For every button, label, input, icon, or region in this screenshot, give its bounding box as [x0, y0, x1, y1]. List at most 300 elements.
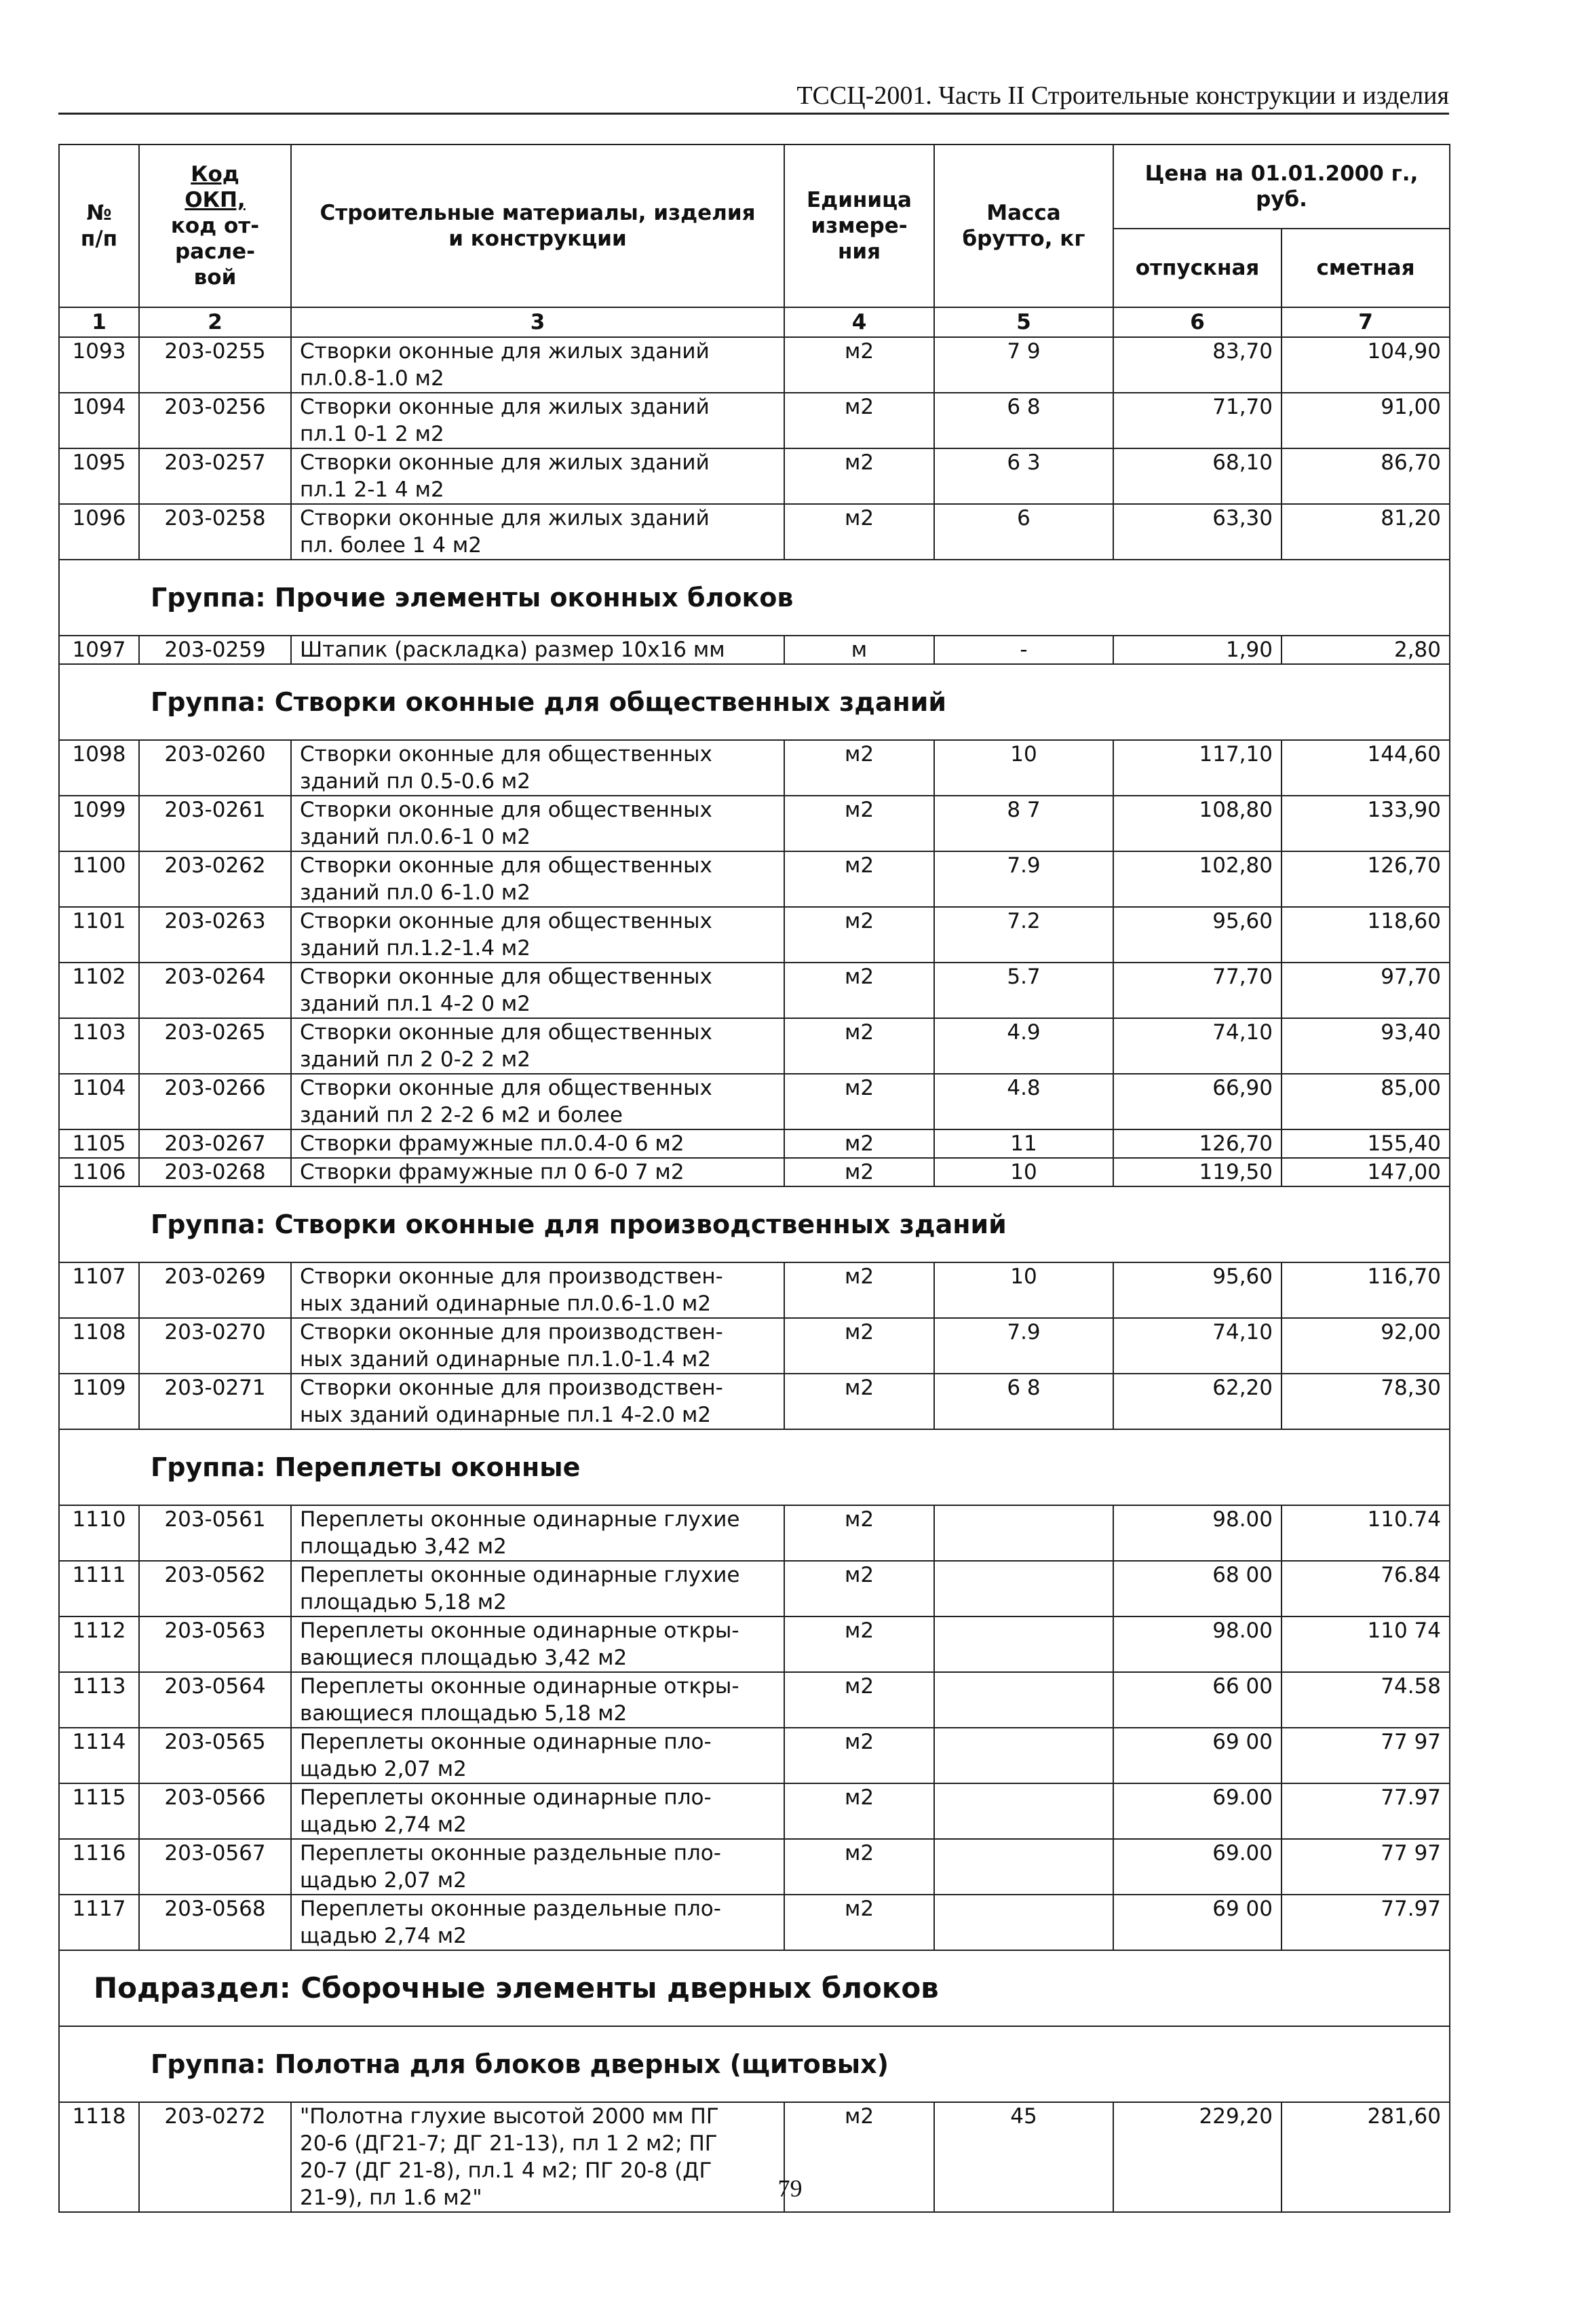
row-code: 203-0263 [139, 907, 291, 963]
row-code: 203-0561 [139, 1505, 291, 1561]
row-name-line: Переплеты оконные одинарные откры- [300, 1619, 739, 1643]
group-heading-row [59, 1186, 1450, 1262]
row-code: 203-0565 [139, 1728, 291, 1783]
row-price-release: 77,70 [1113, 963, 1282, 1018]
col-head-code [139, 144, 291, 307]
col-head-num-line: п/п [80, 227, 118, 251]
group-heading-row [59, 560, 1450, 636]
row-mass [934, 1839, 1113, 1895]
row-price-release: 1,90 [1113, 636, 1282, 664]
row-code: 203-0564 [139, 1672, 291, 1728]
table-row [59, 1018, 1450, 1074]
table-row [59, 1895, 1450, 1950]
row-unit: м2 [784, 337, 934, 393]
col-head-code-line: код от- [170, 214, 260, 238]
row-name [291, 1839, 784, 1895]
col-head-mass [934, 144, 1113, 307]
row-name-line: Створки оконные для общественных [300, 909, 712, 933]
row-name [291, 1561, 784, 1616]
col-head-mass-line: брутто, кг [962, 227, 1085, 251]
row-code: 203-0264 [139, 963, 291, 1018]
row-number: 1117 [59, 1895, 139, 1950]
price-table [58, 144, 1450, 2213]
table-row [59, 1262, 1450, 1318]
col-head-unit [784, 144, 934, 307]
row-mass: - [934, 636, 1113, 664]
row-name-line: ных зданий одинарные пл.1 4-2.0 м2 [300, 1403, 712, 1427]
row-code: 203-0257 [139, 448, 291, 504]
col-head-unit-line: ния [837, 239, 881, 264]
table-row [59, 1074, 1450, 1129]
row-mass: 4.9 [934, 1018, 1113, 1074]
row-code: 203-0262 [139, 851, 291, 907]
running-title: ТССЦ-2001. Часть II Строительные конструкции и изделия [796, 81, 1449, 110]
col-head-unit-line: измере- [811, 214, 908, 238]
row-unit: м2 [784, 796, 934, 851]
col-head-name-line: Строительные материалы, изделия [320, 201, 756, 225]
row-price-release: 68 00 [1113, 1561, 1282, 1616]
row-unit: м2 [784, 1018, 934, 1074]
row-price-estimate: 104,90 [1282, 337, 1450, 393]
group-heading: Группа: Полотна для блоков дверных (щитовых) [59, 2026, 1450, 2102]
row-name-line: Створки оконные для жилых зданий [300, 450, 710, 475]
row-number: 1099 [59, 796, 139, 851]
table-header [59, 144, 1450, 337]
row-price-estimate: 97,70 [1282, 963, 1450, 1018]
row-code: 203-0259 [139, 636, 291, 664]
row-name [291, 1074, 784, 1129]
row-price-release: 108,80 [1113, 796, 1282, 851]
table-row [59, 851, 1450, 907]
row-number: 1103 [59, 1018, 139, 1074]
row-price-release: 62,20 [1113, 1374, 1282, 1429]
row-number: 1101 [59, 907, 139, 963]
row-price-release: 98.00 [1113, 1505, 1282, 1561]
row-unit: м2 [784, 1505, 934, 1561]
table-row [59, 393, 1450, 448]
table-row [59, 1158, 1450, 1186]
row-name [291, 636, 784, 664]
row-price-release: 98.00 [1113, 1616, 1282, 1672]
table-row [59, 1839, 1450, 1895]
row-price-estimate: 77 97 [1282, 1839, 1450, 1895]
row-price-release: 74,10 [1113, 1318, 1282, 1374]
row-number: 1113 [59, 1672, 139, 1728]
row-name-line: Переплеты оконные одинарные глухие [300, 1563, 740, 1587]
row-name-line: ных зданий одинарные пл.1.0-1.4 м2 [300, 1347, 712, 1372]
row-number: 1118 [59, 2102, 139, 2212]
row-unit: м2 [784, 1262, 934, 1318]
row-price-estimate: 81,20 [1282, 504, 1450, 560]
row-mass: 11 [934, 1129, 1113, 1158]
row-number: 1111 [59, 1561, 139, 1616]
table-row [59, 504, 1450, 560]
row-unit: м2 [784, 504, 934, 560]
col-head-price [1113, 144, 1450, 229]
row-name-line: ных зданий одинарные пл.0.6-1.0 м2 [300, 1292, 712, 1316]
row-name [291, 963, 784, 1018]
row-name-line: Переплеты оконные одинарные откры- [300, 1674, 739, 1699]
table-row [59, 636, 1450, 664]
row-name-line: Переплеты оконные одинарные пло- [300, 1730, 712, 1754]
row-name [291, 1158, 784, 1186]
row-number: 1102 [59, 963, 139, 1018]
column-number: 3 [291, 307, 784, 337]
row-mass: 10 [934, 1262, 1113, 1318]
row-name [291, 1728, 784, 1783]
row-mass [934, 1728, 1113, 1783]
row-price-estimate: 85,00 [1282, 1074, 1450, 1129]
row-name-line: зданий пл.1.2-1.4 м2 [300, 936, 531, 961]
row-number: 1116 [59, 1839, 139, 1895]
row-unit: м2 [784, 1616, 934, 1672]
row-name-line: зданий пл 2 0-2 2 м2 [300, 1047, 531, 1072]
row-name-line: пл.0.8-1.0 м2 [300, 366, 444, 391]
row-price-estimate: 76.84 [1282, 1561, 1450, 1616]
column-number: 7 [1282, 307, 1450, 337]
table-row [59, 796, 1450, 851]
row-unit: м2 [784, 1158, 934, 1186]
row-code: 203-0258 [139, 504, 291, 560]
row-name-line: Створки оконные для общественных [300, 742, 712, 767]
row-price-release: 71,70 [1113, 393, 1282, 448]
row-name-line: Переплеты оконные одинарные глухие [300, 1507, 740, 1532]
table-row [59, 337, 1450, 393]
row-unit: м2 [784, 1672, 934, 1728]
col-head-price-release: отпускная [1113, 229, 1282, 307]
row-name [291, 337, 784, 393]
row-name-line: Створки оконные для производствен- [300, 1264, 723, 1289]
group-heading: Группа: Створки оконные для производственных зданий [59, 1186, 1450, 1262]
row-unit: м2 [784, 1561, 934, 1616]
table-row [59, 1672, 1450, 1728]
row-mass [934, 1783, 1113, 1839]
row-unit: м2 [784, 740, 934, 796]
row-code: 203-0567 [139, 1839, 291, 1895]
row-name-line: вающиеся площадью 5,18 м2 [300, 1701, 628, 1726]
row-mass: 10 [934, 1158, 1113, 1186]
row-name-line: Переплеты оконные раздельные пло- [300, 1897, 721, 1921]
row-price-release: 69.00 [1113, 1839, 1282, 1895]
row-unit: м [784, 636, 934, 664]
row-price-estimate: 78,30 [1282, 1374, 1450, 1429]
col-head-name-line: и конструкции [448, 227, 627, 251]
row-unit: м2 [784, 1074, 934, 1129]
row-code: 203-0265 [139, 1018, 291, 1074]
row-mass [934, 1505, 1113, 1561]
table-row [59, 740, 1450, 796]
table-row [59, 963, 1450, 1018]
column-number: 1 [59, 307, 139, 337]
row-name-line: зданий пл 0.5-0.6 м2 [300, 769, 531, 794]
row-number: 1095 [59, 448, 139, 504]
row-name-line: щадью 2,74 м2 [300, 1924, 467, 1948]
row-name-line: площадью 3,42 м2 [300, 1534, 507, 1559]
table-row [59, 907, 1450, 963]
row-price-estimate: 110.74 [1282, 1505, 1450, 1561]
row-price-estimate: 118,60 [1282, 907, 1450, 963]
row-name [291, 851, 784, 907]
row-price-release: 126,70 [1113, 1129, 1282, 1158]
row-price-estimate: 86,70 [1282, 448, 1450, 504]
row-mass: 7.9 [934, 1318, 1113, 1374]
column-number: 5 [934, 307, 1113, 337]
row-name-line: Створки оконные для общественных [300, 798, 712, 822]
row-unit: м2 [784, 393, 934, 448]
row-code: 203-0256 [139, 393, 291, 448]
row-name-line: зданий пл.0.6-1 0 м2 [300, 825, 531, 849]
table-body [59, 337, 1450, 2212]
row-price-estimate: 126,70 [1282, 851, 1450, 907]
row-unit: м2 [784, 851, 934, 907]
row-name [291, 796, 784, 851]
row-name-line: Створки оконные для жилых зданий [300, 395, 710, 419]
row-mass: 7 9 [934, 337, 1113, 393]
row-name-line: пл.1 2-1 4 м2 [300, 478, 444, 502]
row-name [291, 393, 784, 448]
row-unit: м2 [784, 1318, 934, 1374]
row-price-estimate: 77.97 [1282, 1895, 1450, 1950]
row-number: 1114 [59, 1728, 139, 1783]
row-name-line: площадью 5,18 м2 [300, 1590, 507, 1614]
row-code: 203-0268 [139, 1158, 291, 1186]
row-name [291, 740, 784, 796]
group-heading: Группа: Прочие элементы оконных блоков [59, 560, 1450, 636]
row-unit: м2 [784, 1374, 934, 1429]
table-row [59, 1616, 1450, 1672]
row-number: 1094 [59, 393, 139, 448]
row-price-release: 102,80 [1113, 851, 1282, 907]
col-head-name [291, 144, 784, 307]
row-mass: 8 7 [934, 796, 1113, 851]
column-number: 4 [784, 307, 934, 337]
row-name [291, 1672, 784, 1728]
row-number: 1104 [59, 1074, 139, 1129]
row-name-line: Переплеты оконные раздельные пло- [300, 1841, 721, 1865]
col-head-code-line: ОКП, [185, 188, 246, 212]
row-price-release: 69 00 [1113, 1895, 1282, 1950]
col-head-num [59, 144, 139, 307]
row-price-estimate: 91,00 [1282, 393, 1450, 448]
row-mass: 10 [934, 740, 1113, 796]
row-name-line: Створки оконные для общественных [300, 965, 712, 989]
row-name-line: пл. более 1 4 м2 [300, 533, 482, 558]
row-code: 203-0261 [139, 796, 291, 851]
row-name [291, 1018, 784, 1074]
row-code: 203-0272 [139, 2102, 291, 2212]
row-price-estimate: 2,80 [1282, 636, 1450, 664]
row-price-release: 95,60 [1113, 1262, 1282, 1318]
row-name-line: Створки фрамужные пл 0 6-0 7 м2 [300, 1160, 685, 1184]
row-number: 1096 [59, 504, 139, 560]
row-mass: 6 [934, 504, 1113, 560]
row-name-line: Створки оконные для общественных [300, 1076, 712, 1100]
page-number: 79 [777, 2175, 803, 2202]
row-name [291, 907, 784, 963]
row-unit: м2 [784, 1895, 934, 1950]
row-number: 1109 [59, 1374, 139, 1429]
row-name-line: 20-6 (ДГ21-7; ДГ 21-13), пл 1 2 м2; ПГ [300, 2131, 718, 2156]
row-name [291, 448, 784, 504]
row-mass [934, 1616, 1113, 1672]
row-price-estimate: 110 74 [1282, 1616, 1450, 1672]
subsection-heading: Подраздел: Сборочные элементы дверных блоков [59, 1950, 1450, 2026]
group-heading-row [59, 664, 1450, 740]
row-name-line: зданий пл.1 4-2 0 м2 [300, 992, 531, 1016]
row-price-release: 69 00 [1113, 1728, 1282, 1783]
row-price-release: 117,10 [1113, 740, 1282, 796]
table-row [59, 1783, 1450, 1839]
row-price-release: 66 00 [1113, 1672, 1282, 1728]
row-unit: м2 [784, 907, 934, 963]
table-row [59, 1318, 1450, 1374]
row-code: 203-0260 [139, 740, 291, 796]
row-price-release: 119,50 [1113, 1158, 1282, 1186]
row-number: 1108 [59, 1318, 139, 1374]
row-mass: 5.7 [934, 963, 1113, 1018]
row-name-line: щадью 2,74 м2 [300, 1813, 467, 1837]
row-name [291, 504, 784, 560]
row-number: 1100 [59, 851, 139, 907]
row-price-release: 63,30 [1113, 504, 1282, 560]
row-price-estimate: 77.97 [1282, 1783, 1450, 1839]
row-price-estimate: 144,60 [1282, 740, 1450, 796]
row-unit: м2 [784, 448, 934, 504]
row-mass: 7.2 [934, 907, 1113, 963]
column-number: 6 [1113, 307, 1282, 337]
row-price-release: 66,90 [1113, 1074, 1282, 1129]
table-row [59, 1561, 1450, 1616]
row-code: 203-0266 [139, 1074, 291, 1129]
row-number: 1110 [59, 1505, 139, 1561]
row-unit: м2 [784, 2102, 934, 2212]
row-mass: 45 [934, 2102, 1113, 2212]
row-number: 1093 [59, 337, 139, 393]
row-price-release: 229,20 [1113, 2102, 1282, 2212]
row-name-line: зданий пл.0 6-1.0 м2 [300, 880, 531, 905]
row-name-line: 20-7 (ДГ 21-8), пл.1 4 м2; ПГ 20-8 (ДГ [300, 2158, 712, 2183]
row-name-line: Створки оконные для общественных [300, 853, 712, 878]
row-name-line: Створки оконные для жилых зданий [300, 339, 710, 364]
table-row [59, 1129, 1450, 1158]
row-name [291, 1318, 784, 1374]
row-number: 1112 [59, 1616, 139, 1672]
row-price-estimate: 93,40 [1282, 1018, 1450, 1074]
row-name [291, 1262, 784, 1318]
row-price-release: 74,10 [1113, 1018, 1282, 1074]
col-head-num-line: № [86, 201, 112, 225]
column-number-row [59, 307, 1450, 337]
row-number: 1097 [59, 636, 139, 664]
column-number: 2 [139, 307, 291, 337]
col-head-code-line: Код [191, 162, 239, 187]
row-price-release: 68,10 [1113, 448, 1282, 504]
col-head-mass-line: Масса [986, 201, 1061, 225]
row-name [291, 1505, 784, 1561]
row-code: 203-0270 [139, 1318, 291, 1374]
row-name [291, 1616, 784, 1672]
row-name-line: "Полотна глухие высотой 2000 мм ПГ [300, 2104, 719, 2129]
row-price-release: 95,60 [1113, 907, 1282, 963]
row-price-estimate: 116,70 [1282, 1262, 1450, 1318]
subsection-heading-row [59, 1950, 1450, 2026]
row-price-estimate: 77 97 [1282, 1728, 1450, 1783]
row-code: 203-0566 [139, 1783, 291, 1839]
row-unit: м2 [784, 1129, 934, 1158]
col-head-price-line: Цена на 01.01.2000 г., [1144, 161, 1419, 186]
row-number: 1105 [59, 1129, 139, 1158]
row-name [291, 1374, 784, 1429]
row-name-line: Створки оконные для общественных [300, 1020, 712, 1045]
table-row [59, 1728, 1450, 1783]
row-price-estimate: 147,00 [1282, 1158, 1450, 1186]
row-name-line: зданий пл 2 2-2 6 м2 и более [300, 1103, 623, 1127]
row-code: 203-0255 [139, 337, 291, 393]
group-heading: Группа: Створки оконные для общественных зданий [59, 664, 1450, 740]
row-name [291, 1783, 784, 1839]
row-name-line: 21-9), пл 1.6 м2" [300, 2186, 482, 2210]
row-price-release: 69.00 [1113, 1783, 1282, 1839]
row-mass [934, 1895, 1113, 1950]
row-name-line: Створки оконные для производствен- [300, 1376, 723, 1400]
row-unit: м2 [784, 1783, 934, 1839]
row-unit: м2 [784, 1728, 934, 1783]
row-name-line: вающиеся площадью 3,42 м2 [300, 1646, 628, 1670]
row-code: 203-0563 [139, 1616, 291, 1672]
row-price-estimate: 92,00 [1282, 1318, 1450, 1374]
row-code: 203-0269 [139, 1262, 291, 1318]
col-head-code-line: расле- [174, 239, 256, 264]
row-name [291, 1895, 784, 1950]
row-name-line: Переплеты оконные одинарные пло- [300, 1785, 712, 1810]
col-head-price-estimate: сметная [1282, 229, 1450, 307]
row-unit: м2 [784, 963, 934, 1018]
row-name-line: Створки оконные для производствен- [300, 1320, 723, 1344]
row-mass [934, 1672, 1113, 1728]
table-row [59, 448, 1450, 504]
col-head-price-line: руб. [1256, 187, 1307, 212]
col-head-unit-line: Единица [807, 188, 912, 212]
row-mass: 7.9 [934, 851, 1113, 907]
row-mass: 6 3 [934, 448, 1113, 504]
row-number: 1106 [59, 1158, 139, 1186]
table-row [59, 1374, 1450, 1429]
row-number: 1107 [59, 1262, 139, 1318]
row-code: 203-0267 [139, 1129, 291, 1158]
group-heading-row [59, 2026, 1450, 2102]
row-name-line: Створки фрамужные пл.0.4-0 6 м2 [300, 1131, 685, 1156]
group-heading-row [59, 1429, 1450, 1505]
row-unit: м2 [784, 1839, 934, 1895]
row-name-line: щадью 2,07 м2 [300, 1868, 467, 1893]
header-divider [58, 113, 1449, 115]
row-name-line: Створки оконные для жилых зданий [300, 506, 710, 530]
row-code: 203-0568 [139, 1895, 291, 1950]
row-name-line: щадью 2,07 м2 [300, 1757, 467, 1781]
row-name-line: Штапик (раскладка) размер 10x16 мм [300, 638, 725, 662]
row-code: 203-0562 [139, 1561, 291, 1616]
row-mass [934, 1561, 1113, 1616]
row-price-estimate: 133,90 [1282, 796, 1450, 851]
row-price-estimate: 281,60 [1282, 2102, 1450, 2212]
row-mass: 6 8 [934, 1374, 1113, 1429]
group-heading: Группа: Переплеты оконные [59, 1429, 1450, 1505]
row-name-line: пл.1 0-1 2 м2 [300, 422, 444, 446]
row-price-release: 83,70 [1113, 337, 1282, 393]
row-code: 203-0271 [139, 1374, 291, 1429]
row-mass: 4.8 [934, 1074, 1113, 1129]
row-price-estimate: 74.58 [1282, 1672, 1450, 1728]
